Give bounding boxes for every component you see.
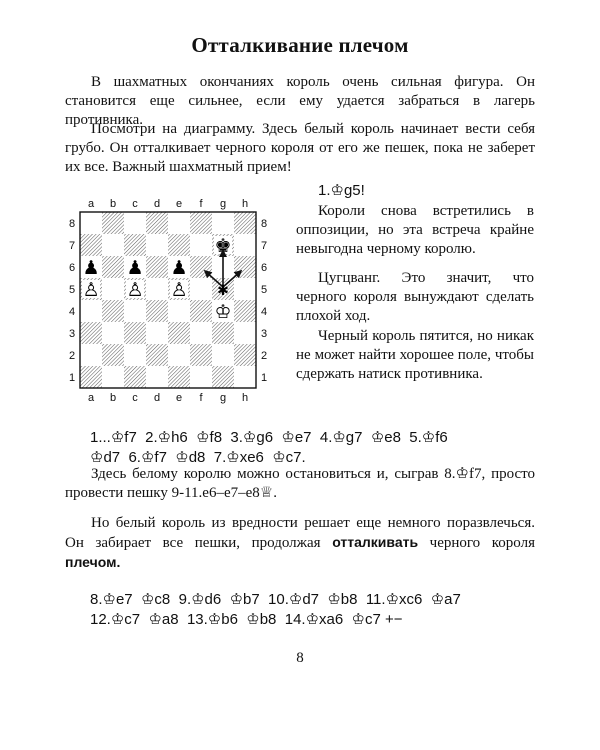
file-label: e [175, 198, 183, 210]
board-square [234, 234, 256, 256]
rank-label: 4 [68, 306, 76, 318]
board-square [168, 212, 190, 234]
intro-paragraph: В шахматных окончаниях король очень сильная фигура. Он становится еще сильнее, если ему удается забраться в лагерь противника. [65, 74, 535, 128]
rank-label: 2 [68, 350, 76, 362]
retreat-paragraph: Черный король пятится, но никак не может найти хорошее поле, чтобы сдержать натиск противника. [296, 328, 534, 382]
board-square [146, 344, 168, 366]
file-label: g [219, 392, 227, 404]
board-square [190, 322, 212, 344]
board-square [234, 366, 256, 388]
board-square [234, 212, 256, 234]
move-line: ♔d7 6.♔f7 ♔d8 7.♔xe6 ♔c7. [90, 449, 306, 466]
board-square [102, 300, 124, 322]
shoulder-paragraph [65, 514, 535, 573]
bold-term: плечом. [65, 554, 121, 570]
file-label: d [153, 198, 161, 210]
board-square [234, 278, 256, 300]
board-square [102, 256, 124, 278]
board-square [102, 278, 124, 300]
rank-label: 7 [68, 240, 76, 252]
rank-label: 5 [260, 284, 268, 296]
file-label: f [199, 392, 203, 404]
rank-label: 5 [68, 284, 76, 296]
board-square [80, 234, 102, 256]
rank-label: 1 [68, 372, 76, 384]
board-square [146, 212, 168, 234]
chess-board [65, 195, 275, 410]
file-label: c [132, 392, 138, 404]
rank-label: 6 [68, 262, 76, 274]
board-square [124, 212, 146, 234]
file-label: a [87, 198, 95, 210]
black-king: ♚ [214, 235, 232, 257]
board-square [234, 344, 256, 366]
board-square [212, 366, 234, 388]
file-label: c [132, 198, 138, 210]
rank-label: 1 [260, 372, 268, 384]
board-square [234, 300, 256, 322]
board-square [146, 278, 168, 300]
board-square [80, 344, 102, 366]
chess-diagram [65, 195, 275, 410]
board-square [146, 366, 168, 388]
board-square [168, 366, 190, 388]
file-label: a [87, 392, 95, 404]
file-label: f [199, 198, 203, 210]
key-move: 1.♔g5! [318, 182, 365, 199]
diagram-intro-paragraph: Посмотри на диаграмму. Здесь белый король начинает вести себя грубо. Он отталкивает черного короля от его же пешек, пока не заберет их все. Важный шахматный прием! [65, 121, 535, 175]
board-square [168, 234, 190, 256]
board-square [102, 344, 124, 366]
black-pawn: ♟ [82, 257, 100, 279]
board-square [146, 300, 168, 322]
page-number: 8 [296, 650, 304, 666]
file-label: h [241, 198, 249, 210]
move-line: 12.♔c7 ♔a8 13.♔b6 ♔b8 14.♔xa6 ♔c7 +− [90, 611, 403, 628]
move-sequence-2 [90, 590, 560, 630]
board-square [124, 366, 146, 388]
move-line: 8.♔e7 ♔c8 9.♔d6 ♔b7 10.♔d7 ♔b8 11.♔xc6 ♔a7 [90, 591, 461, 608]
board-square [146, 322, 168, 344]
board-square [190, 366, 212, 388]
board-square [102, 322, 124, 344]
board-square [190, 344, 212, 366]
white-pawn: ♙ [170, 279, 188, 301]
text-span: Но белый король из вредности решает еще немного поразвлечься. Он забирает все пешки, продолжая [65, 515, 535, 551]
black-pawn: ♟ [126, 257, 144, 279]
white-pawn: ♙ [126, 279, 144, 301]
board-square [190, 278, 212, 300]
file-label: e [175, 392, 183, 404]
rank-label: 8 [68, 218, 76, 230]
file-label: g [219, 198, 227, 210]
board-square [124, 322, 146, 344]
board-square [124, 300, 146, 322]
board-square [80, 212, 102, 234]
file-label: b [109, 198, 117, 210]
rank-label: 2 [260, 350, 268, 362]
board-square [80, 300, 102, 322]
bold-term: отталкивать [332, 534, 419, 550]
page-title: Отталкивание плечом [191, 33, 409, 57]
board-square [102, 212, 124, 234]
rank-label: 6 [260, 262, 268, 274]
board-square [80, 322, 102, 344]
rank-label: 8 [260, 218, 268, 230]
board-square [212, 344, 234, 366]
opposition-paragraph: Короли снова встретились в оппозиции, но эта встреча крайне невыгодна черному королю. [296, 203, 534, 257]
promotion-paragraph: Здесь белому королю можно остановиться и, сыграв 8.♔f7, просто провести пешку 9-11.e6–e7–e8♕. [65, 466, 535, 501]
rank-label: 7 [260, 240, 268, 252]
destination-star: ✱ [217, 283, 229, 299]
board-square [102, 234, 124, 256]
board-square [168, 322, 190, 344]
file-label: h [241, 392, 249, 404]
file-label: d [153, 392, 161, 404]
board-square [168, 300, 190, 322]
rank-label: 3 [260, 328, 268, 340]
zugzwang-paragraph: Цугцванг. Это значит, что черного короля вынуждают сделать плохой ход. [296, 270, 534, 324]
board-square [190, 212, 212, 234]
board-square [124, 234, 146, 256]
board-square [146, 234, 168, 256]
board-square [212, 212, 234, 234]
board-square [124, 344, 146, 366]
board-square [146, 256, 168, 278]
board-square [102, 366, 124, 388]
black-pawn: ♟ [170, 257, 188, 279]
text-span: черного короля [418, 535, 535, 551]
rank-label: 3 [68, 328, 76, 340]
rank-label: 4 [260, 306, 268, 318]
move-line: 1...♔f7 2.♔h6 ♔f8 3.♔g6 ♔e7 4.♔g7 ♔e8 5.♔f6 [90, 429, 448, 446]
board-square [212, 322, 234, 344]
white-king: ♔ [214, 301, 232, 323]
white-pawn: ♙ [82, 279, 100, 301]
board-square [80, 366, 102, 388]
file-label: b [109, 392, 117, 404]
move-sequence-1 [90, 428, 560, 468]
board-square [190, 300, 212, 322]
board-square [190, 234, 212, 256]
board-square [234, 322, 256, 344]
board-square [168, 344, 190, 366]
